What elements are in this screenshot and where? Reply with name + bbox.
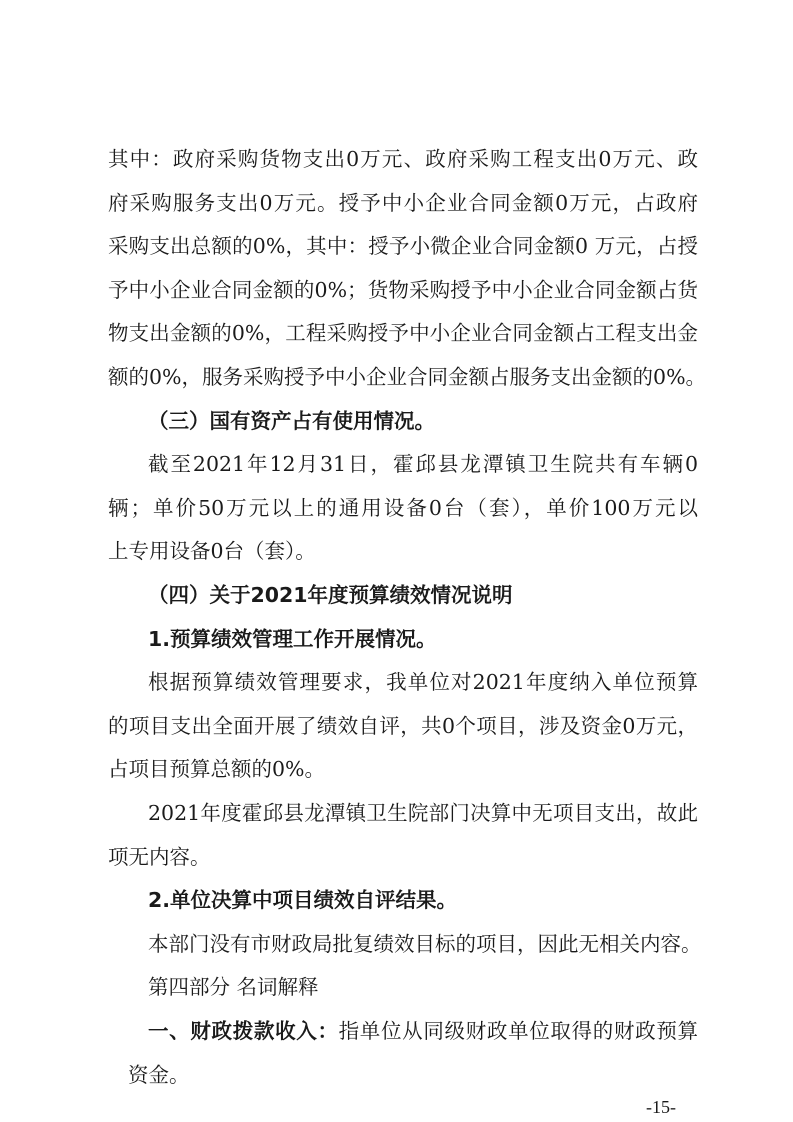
text-line: 额的0%，服务采购授予中小企业合同金额占服务支出金额的0%。 [108,365,707,389]
subsection-heading: 1.预算绩效管理工作开展情况。 [148,626,437,651]
text-line: 占项目预算总额的0%。 [108,757,326,782]
text-line: 辆；单价50万元以上的通用设备0台（套），单价100万元以 [108,495,698,520]
text-line: 物支出金额的0%，工程采购授予中小企业合同金额占工程支出金 [108,321,698,346]
text-line: 2021年度霍邱县龙潭镇卫生院部门决算中无项目支出，故此 [148,801,698,825]
section-heading: （四）关于2021年度预算绩效情况说明 [148,583,513,607]
text-line: 资金。 [128,1062,190,1087]
text-line: 上专用设备0台（套）。 [108,539,316,564]
subsection-heading: 2.单位决算中项目绩效自评结果。 [148,888,458,913]
section-heading: （三）国有资产占有使用情况。 [148,408,435,433]
text-line: 根据预算绩效管理要求，我单位对2021年度纳入单位预算 [148,670,698,695]
definition-text: 指单位从同级财政单位取得的财政预算 [338,1019,699,1043]
text-line: 项无内容。 [108,844,211,869]
definition-line [148,1016,698,1046]
text-line: 予中小企业合同金额的0%；货物采购授予中小企业合同金额占货 [108,277,698,302]
part-heading: 第四部分 名词解释 [148,975,319,1000]
text-line: 府采购服务支出0万元。授予中小企业合同金额0万元，占政府 [108,190,698,215]
text-line: 截至2021年12月31日，霍邱县龙潭镇卫生院共有车辆0 [148,452,698,477]
text-line: 的项目支出全面开展了绩效自评，共0个项目，涉及资金0万元， [108,713,698,738]
definition-term: 一、财政拨款收入： [148,1019,339,1043]
text-line: 采购支出总额的0%，其中：授予小微企业合同金额0 万元，占授 [108,234,698,259]
text-line: 其中：政府采购货物支出0万元、政府采购工程支出0万元、政 [108,147,698,171]
text-line: 本部门没有市财政局批复绩效目标的项目，因此无相关内容。 [148,931,702,956]
page-number: -15- [646,1097,676,1118]
